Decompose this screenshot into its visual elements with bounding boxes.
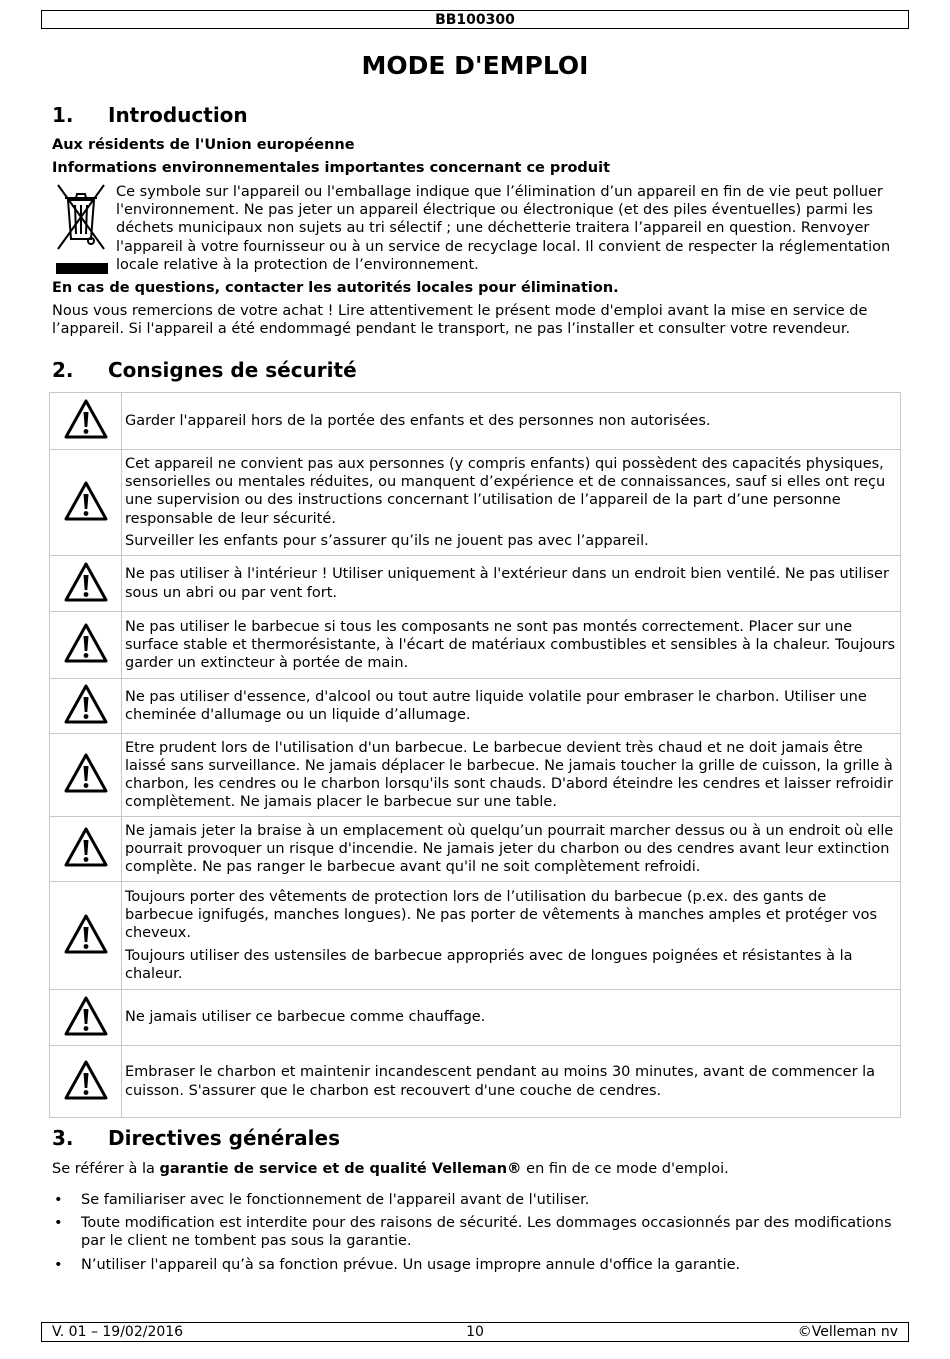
- footer-page-number: 10: [466, 1324, 484, 1340]
- safety-row: [50, 679, 901, 734]
- safety-row: [50, 1046, 901, 1118]
- safety-icon-cell: [50, 734, 122, 817]
- safety-text-cell: [122, 1046, 901, 1118]
- safety-icon-cell: [50, 450, 122, 556]
- page-title: MODE D'EMPLOI: [361, 51, 589, 80]
- safety-row: [50, 882, 901, 990]
- safety-instruction: Toujours utiliser des ustensiles de barbecue appropriés avec de longues poignées et résistantes à la chaleur.: [125, 947, 853, 982]
- warning-triangle-icon: [63, 480, 109, 522]
- safety-row: [50, 393, 901, 450]
- safety-text-cell: [122, 990, 901, 1046]
- safety-table: [49, 392, 901, 1118]
- warning-triangle-icon: [63, 752, 109, 794]
- safety-row: [50, 612, 901, 679]
- safety-row: [50, 450, 901, 556]
- weee-description: Ce symbole sur l'appareil ou l'emballage indique que l’élimination d’un appareil en fin de vie peut polluer l'environnement. Ne pas jeter un appareil électrique ou électronique (et des piles éventuelles) parmi les déchets municipaux non sujets au tri sélectif ; une déchetterie traitera l’appareil en question. Renvoyer l'appareil à votre fournisseur ou à un service de recyclage local. Il convient de respecter la réglementation locale relative à la protection de l’environnement.: [116, 184, 891, 273]
- safety-text-cell: [122, 556, 901, 612]
- contact-authorities-note: En cas de questions, contacter les autorités locales pour élimination.: [52, 280, 619, 296]
- safety-instruction: Cet appareil ne convient pas aux personnes (y compris enfants) qui possèdent des capacités physiques, sensorielles ou mentales réduites, ou manquent d’expérience et de connaissances, sauf si elles ont reçu une supervision ou des instructions concernant l’utilisation de l’appareil de la part d’une personne responsable de leur sécurité.: [125, 455, 886, 527]
- thanks-paragraph: Nous vous remercions de votre achat ! Lire attentivement le présent mode d'emploi avant la mise en service de l’appareil. Si l'appareil a été endommagé pendant le transport, ne pas l’installer et consulter votre revendeur.: [52, 303, 868, 338]
- safety-instruction: Etre prudent lors de l'utilisation d'un barbecue. Le barbecue devient très chaud et ne doit jamais être laissé sans surveillance. Ne jamais déplacer le barbecue. Ne jamais toucher la grille de cuisson, la grille à charbon, les cendres ou le charbon lorsqu'ils sont chauds. D'abord éteindre les cendres et laisser refroidir complètement. Ne jamais placer le barbecue sur une table.: [125, 739, 893, 811]
- safety-row: [50, 556, 901, 612]
- safety-instruction: Ne pas utiliser d'essence, d'alcool ou tout autre liquide volatile pour embraser le charbon. Utiliser une cheminée d'allumage ou un liquide d’allumage.: [125, 688, 867, 723]
- general-guidelines-list: [52, 1191, 902, 1279]
- safety-row: [50, 817, 901, 882]
- safety-icon-cell: [50, 817, 122, 882]
- list-item: • Toute modification est interdite pour des raisons de sécurité. Les dommages occasionnés par des modifications par le client ne tombent pas sous la garantie.: [52, 1214, 902, 1250]
- safety-instruction: Ne jamais jeter la braise à un emplacement où quelqu’un pourrait marcher dessus ou à un endroit où elle pourrait provoquer un risque d'incendie. Ne jamais jeter du charbon ou des cendres avant leur extinction complète. Ne pas ranger le barbecue avant qu'il ne soit complètement refroidi.: [125, 822, 894, 876]
- warning-triangle-icon: [63, 683, 109, 725]
- safety-instruction: Embraser le charbon et maintenir incandescent pendant au moins 30 minutes, avant de commencer la cuisson. S'assurer que le charbon est recouvert d'une couche de cendres.: [125, 1064, 876, 1099]
- warranty-name: garantie de service et de qualité Velleman®: [159, 1161, 522, 1177]
- safety-row: [50, 734, 901, 817]
- safety-text-cell: [122, 882, 901, 990]
- safety-row: [50, 990, 901, 1046]
- weee-bin-icon: [54, 183, 112, 277]
- safety-text-cell: [122, 679, 901, 734]
- environment-subtitle: Informations environnementales importantes concernant ce produit: [52, 160, 611, 176]
- section2-heading: 2. Consignes de sécurité: [52, 358, 357, 382]
- safety-instruction: Garder l'appareil hors de la portée des enfants et des personnes non autorisées.: [125, 412, 711, 429]
- section3-heading: 3. Directives générales: [52, 1126, 340, 1150]
- safety-icon-cell: [50, 679, 122, 734]
- warning-triangle-icon: [63, 1059, 109, 1101]
- safety-instruction: Surveiller les enfants pour s’assurer qu’ils ne jouent pas avec l’appareil.: [125, 532, 649, 549]
- warning-triangle-icon: [63, 995, 109, 1037]
- list-item: • Se familiariser avec le fonctionnement de l'appareil avant de l'utiliser.: [52, 1191, 902, 1209]
- safety-instruction: Ne pas utiliser le barbecue si tous les composants ne sont pas montés correctement. Placer sur une surface stable et thermorésistante, à l'écart de matériaux combustibles et sensibles à la chaleur. Toujours garder un extincteur à portée de main.: [125, 618, 896, 672]
- safety-icon-cell: [50, 612, 122, 679]
- safety-icon-cell: [50, 1046, 122, 1118]
- warning-triangle-icon: [63, 913, 109, 955]
- header-model: BB100300: [41, 10, 909, 29]
- warning-triangle-icon: [63, 826, 109, 868]
- section1-heading: 1. Introduction: [52, 103, 248, 127]
- safety-text-cell: [122, 450, 901, 556]
- safety-text-cell: [122, 393, 901, 450]
- safety-instruction: Ne pas utiliser à l'intérieur ! Utiliser uniquement à l'extérieur dans un endroit bien ventilé. Ne pas utiliser sous un abri ou par vent fort.: [125, 566, 889, 601]
- safety-instruction: Toujours porter des vêtements de protection lors de l’utilisation du barbecue (p.ex. des gants de barbecue ignifugés, manches longues). Ne pas porter de vêtements à manches amples et protéger vos cheveux.: [125, 888, 878, 942]
- warning-triangle-icon: [63, 561, 109, 603]
- safety-icon-cell: [50, 882, 122, 990]
- warning-triangle-icon: [63, 398, 109, 440]
- safety-text-cell: [122, 817, 901, 882]
- safety-text-cell: [122, 734, 901, 817]
- footer-copyright: ©Velleman nv: [797, 1324, 898, 1340]
- footer-version: V. 01 – 19/02/2016: [52, 1324, 184, 1340]
- eu-residents-subtitle: Aux résidents de l'Union européenne: [52, 137, 355, 153]
- safety-icon-cell: [50, 990, 122, 1046]
- page-footer: [41, 1322, 909, 1342]
- warning-triangle-icon: [63, 622, 109, 664]
- safety-instruction: Ne jamais utiliser ce barbecue comme chauffage.: [125, 1009, 486, 1026]
- safety-icon-cell: [50, 556, 122, 612]
- safety-icon-cell: [50, 393, 122, 450]
- warranty-reference: Se référer à la garantie de service et de qualité Velleman® en fin de ce mode d'emploi.: [52, 1161, 729, 1177]
- list-item: • N’utiliser l'appareil qu’à sa fonction prévue. Un usage impropre annule d'office la garantie.: [52, 1256, 902, 1274]
- safety-text-cell: [122, 612, 901, 679]
